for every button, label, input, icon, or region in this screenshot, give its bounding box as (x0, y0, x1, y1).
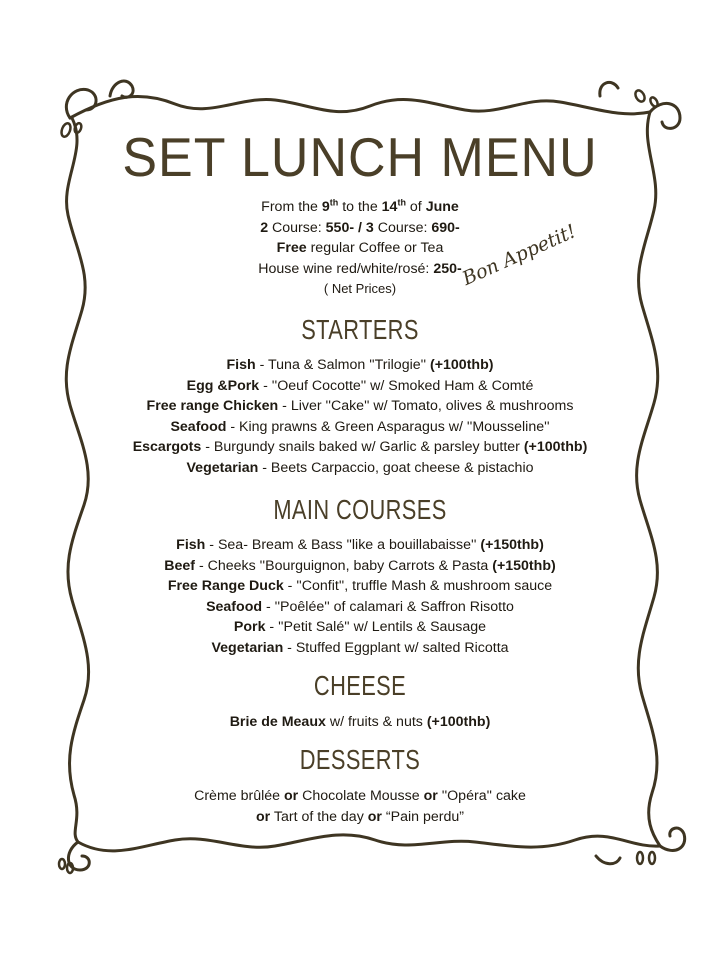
desserts-list (0, 786, 720, 827)
list-item: Pork - ''Petit Salé'' w/ Lentils & Sausage (233, 619, 487, 635)
starters-list (0, 355, 720, 478)
course-prices: 2 Course: 550- / 3 Course: 690- (260, 219, 460, 236)
net-prices-note: ( Net Prices) (323, 281, 397, 296)
cheese-section (0, 670, 720, 733)
list-item: Vegetarian - Stuffed Eggplant w/ salted Ricotta (211, 639, 509, 656)
main-courses-heading: MAIN COURSES (273, 494, 447, 525)
list-item: Fish - Sea- Bream & Bass ''like a bouillabaisse'' (+150thb) (176, 537, 544, 553)
page-title: SET LUNCH MENU (122, 127, 598, 189)
list-item: Fish - Tuna & Salmon ''Trilogie'' (+100thb) (226, 357, 494, 373)
list-item: Free range Chicken - Liver ''Cake'' w/ Tomato, olives & mushrooms (146, 398, 574, 414)
list-item: Beef - Cheeks ''Bourguignon, baby Carrots & Pasta (+150thb) (164, 557, 556, 574)
menu-info (0, 197, 720, 300)
list-item: Seafood - ''Poêlée'' of calamari & Saffron Risotto (206, 598, 514, 615)
house-wine: House wine red/white/rosé: 250- (258, 260, 462, 277)
free-drinks: Free regular Coffee or Tea (276, 240, 444, 256)
main-courses-section (0, 494, 720, 658)
cheese-list (0, 712, 720, 733)
date-range: From the 9th to the 14th of June (261, 197, 459, 215)
desserts-heading: DESSERTS (299, 744, 421, 775)
list-item: Crème brûlée or Chocolate Mousse or ''Opéra'' cake (194, 788, 526, 804)
starters-section (0, 314, 720, 478)
list-item: or Tart of the day or “Pain perdu” (256, 808, 464, 825)
list-item: Seafood - King prawns & Green Asparagus w/ ''Mousseline'' (170, 418, 550, 435)
bon-appetit-script: Bon Appetit! (459, 220, 580, 290)
list-item: Escargots - Burgundy snails baked w/ Garlic & parsley butter (+100thb) (132, 439, 588, 455)
list-item: Free Range Duck - ''Confit'', truffle Mash & mushroom sauce (167, 578, 553, 594)
starters-heading: STARTERS (301, 314, 419, 345)
desserts-section (0, 744, 720, 827)
main-courses-list (0, 535, 720, 658)
list-item: Vegetarian - Beets Carpaccio, goat cheese & pistachio (186, 459, 534, 476)
cheese-heading: CHEESE (313, 670, 407, 701)
list-item: Brie de Meaux w/ fruits & nuts (+100thb) (229, 714, 491, 730)
list-item: Egg &Pork - ''Oeuf Cocotte'' w/ Smoked Ham & Comté (186, 377, 534, 394)
